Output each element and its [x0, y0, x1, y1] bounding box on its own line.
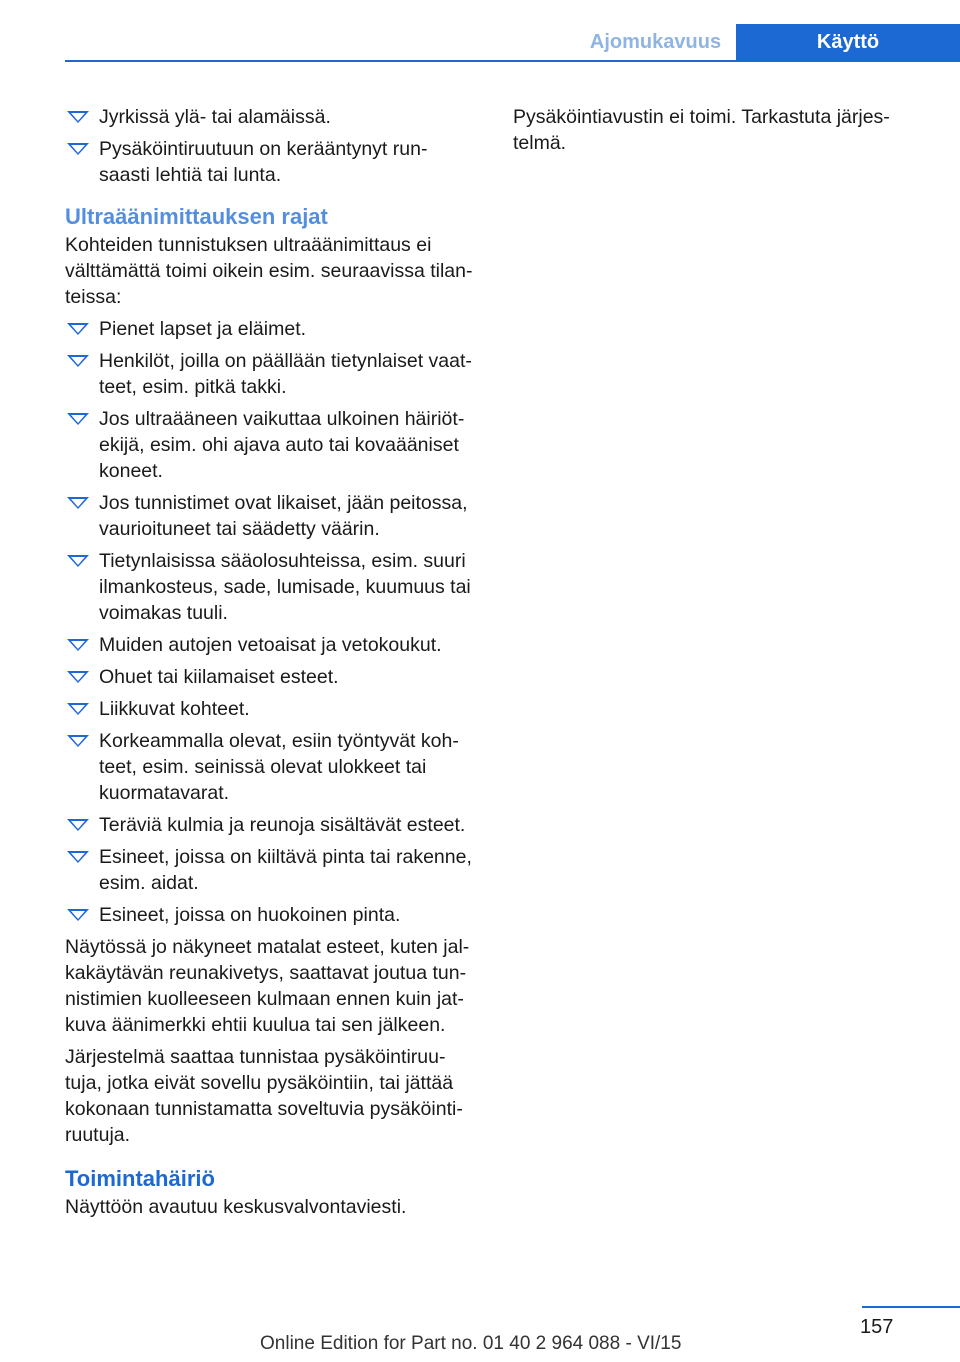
- body-paragraph-low-obstacles: Näytössä jo näkyneet matalat esteet, kuten jal‐ kakäytävän reunakivetys, saattavat joutua tun‐ nistimien kuolleeseen kulmaan ennen kuin jat‐ kuva äänimerkki ehtii kuulua tai sen jälkeen.: [65, 936, 470, 1036]
- list-item: Esineet, joissa on huokoinen pinta.: [65, 902, 480, 928]
- limits-bullet-list: [65, 316, 480, 928]
- list-item: Ohuet tai kiilamaiset esteet.: [65, 664, 480, 690]
- list-item: Esineet, joissa on kiiltävä pinta tai rakenne, esim. aidat.: [65, 844, 480, 896]
- triangle-bullet-icon: [67, 735, 89, 747]
- triangle-bullet-icon: [67, 497, 89, 509]
- list-item: Liikkuvat kohteet.: [65, 696, 480, 722]
- list-item: Korkeammalla olevat, esiin työntyvät koh‐ teet, esim. seinissä olevat ulokkeet tai kuormatavarat.: [65, 728, 480, 806]
- right-column: [513, 104, 908, 162]
- triangle-bullet-icon: [67, 555, 89, 567]
- intro-bullet-list: [65, 104, 480, 188]
- malfunction-paragraph: Näyttöön avautuu keskusvalvontaviesti.: [65, 1196, 407, 1218]
- list-item: Henkilöt, joilla on päällään tietynlaiset vaat‐ teet, esim. pitkä takki.: [65, 348, 480, 400]
- triangle-bullet-icon: [67, 323, 89, 335]
- triangle-bullet-icon: [67, 671, 89, 683]
- list-item: Jos ultraääneen vaikuttaa ulkoinen häiriöt‐ ekijä, esim. ohi ajava auto tai kovaääniset koneet.: [65, 406, 480, 484]
- triangle-bullet-icon: [67, 413, 89, 425]
- page-number: 157: [860, 1316, 894, 1338]
- list-item: Muiden autojen vetoaisat ja vetokoukut.: [65, 632, 480, 658]
- list-item: Jos tunnistimet ovat likaiset, jään peitossa, vaurioituneet tai säädetty väärin.: [65, 490, 480, 542]
- list-item: Jyrkissä ylä- tai alamäissä.: [65, 104, 480, 130]
- section-heading-ultrasound-limits: Ultraäänimittauksen rajat: [65, 204, 328, 229]
- triangle-bullet-icon: [67, 111, 89, 123]
- footer-rule: [862, 1306, 960, 1308]
- left-column: [65, 104, 480, 1226]
- edition-footer: Online Edition for Part no. 01 40 2 964 088 - VI/15: [260, 1333, 682, 1354]
- body-paragraph-parking-spaces: Järjestelmä saattaa tunnistaa pysäköintiruu‐ tuja, jotka eivät sovellu pysäköintiin, tai jättää kokonaan tunnistamatta soveltuvia pysäköinti‐ ruutuja.: [65, 1046, 463, 1146]
- triangle-bullet-icon: [67, 639, 89, 651]
- triangle-bullet-icon: [67, 143, 89, 155]
- triangle-bullet-icon: [67, 909, 89, 921]
- list-item: Pysäköintiruutuun on kerääntynyt run‐ saasti lehtiä tai lunta.: [65, 136, 480, 188]
- section-heading-malfunction: Toimintahäiriö: [65, 1166, 215, 1191]
- right-column-paragraph: Pysäköintiavustin ei toimi. Tarkastuta järjes‐ telmä.: [513, 106, 890, 154]
- triangle-bullet-icon: [67, 819, 89, 831]
- triangle-bullet-icon: [67, 355, 89, 367]
- list-item: Teräviä kulmia ja reunoja sisältävät esteet.: [65, 812, 480, 838]
- triangle-bullet-icon: [67, 851, 89, 863]
- list-item: Tietynlaisissa sääolosuhteissa, esim. suuri ilmankosteus, sade, lumisade, kuumuus tai voimakas tuuli.: [65, 548, 480, 626]
- tab-kaytto[interactable]: Käyttö: [736, 24, 960, 61]
- triangle-bullet-icon: [67, 703, 89, 715]
- list-item: Pienet lapset ja eläimet.: [65, 316, 480, 342]
- tab-ajomukavuus[interactable]: Ajomukavuus: [589, 31, 722, 53]
- section-intro-paragraph: Kohteiden tunnistuksen ultraäänimittaus ei välttämättä toimi oikein esim. seuraavissa tilan‐ teissa:: [65, 234, 473, 308]
